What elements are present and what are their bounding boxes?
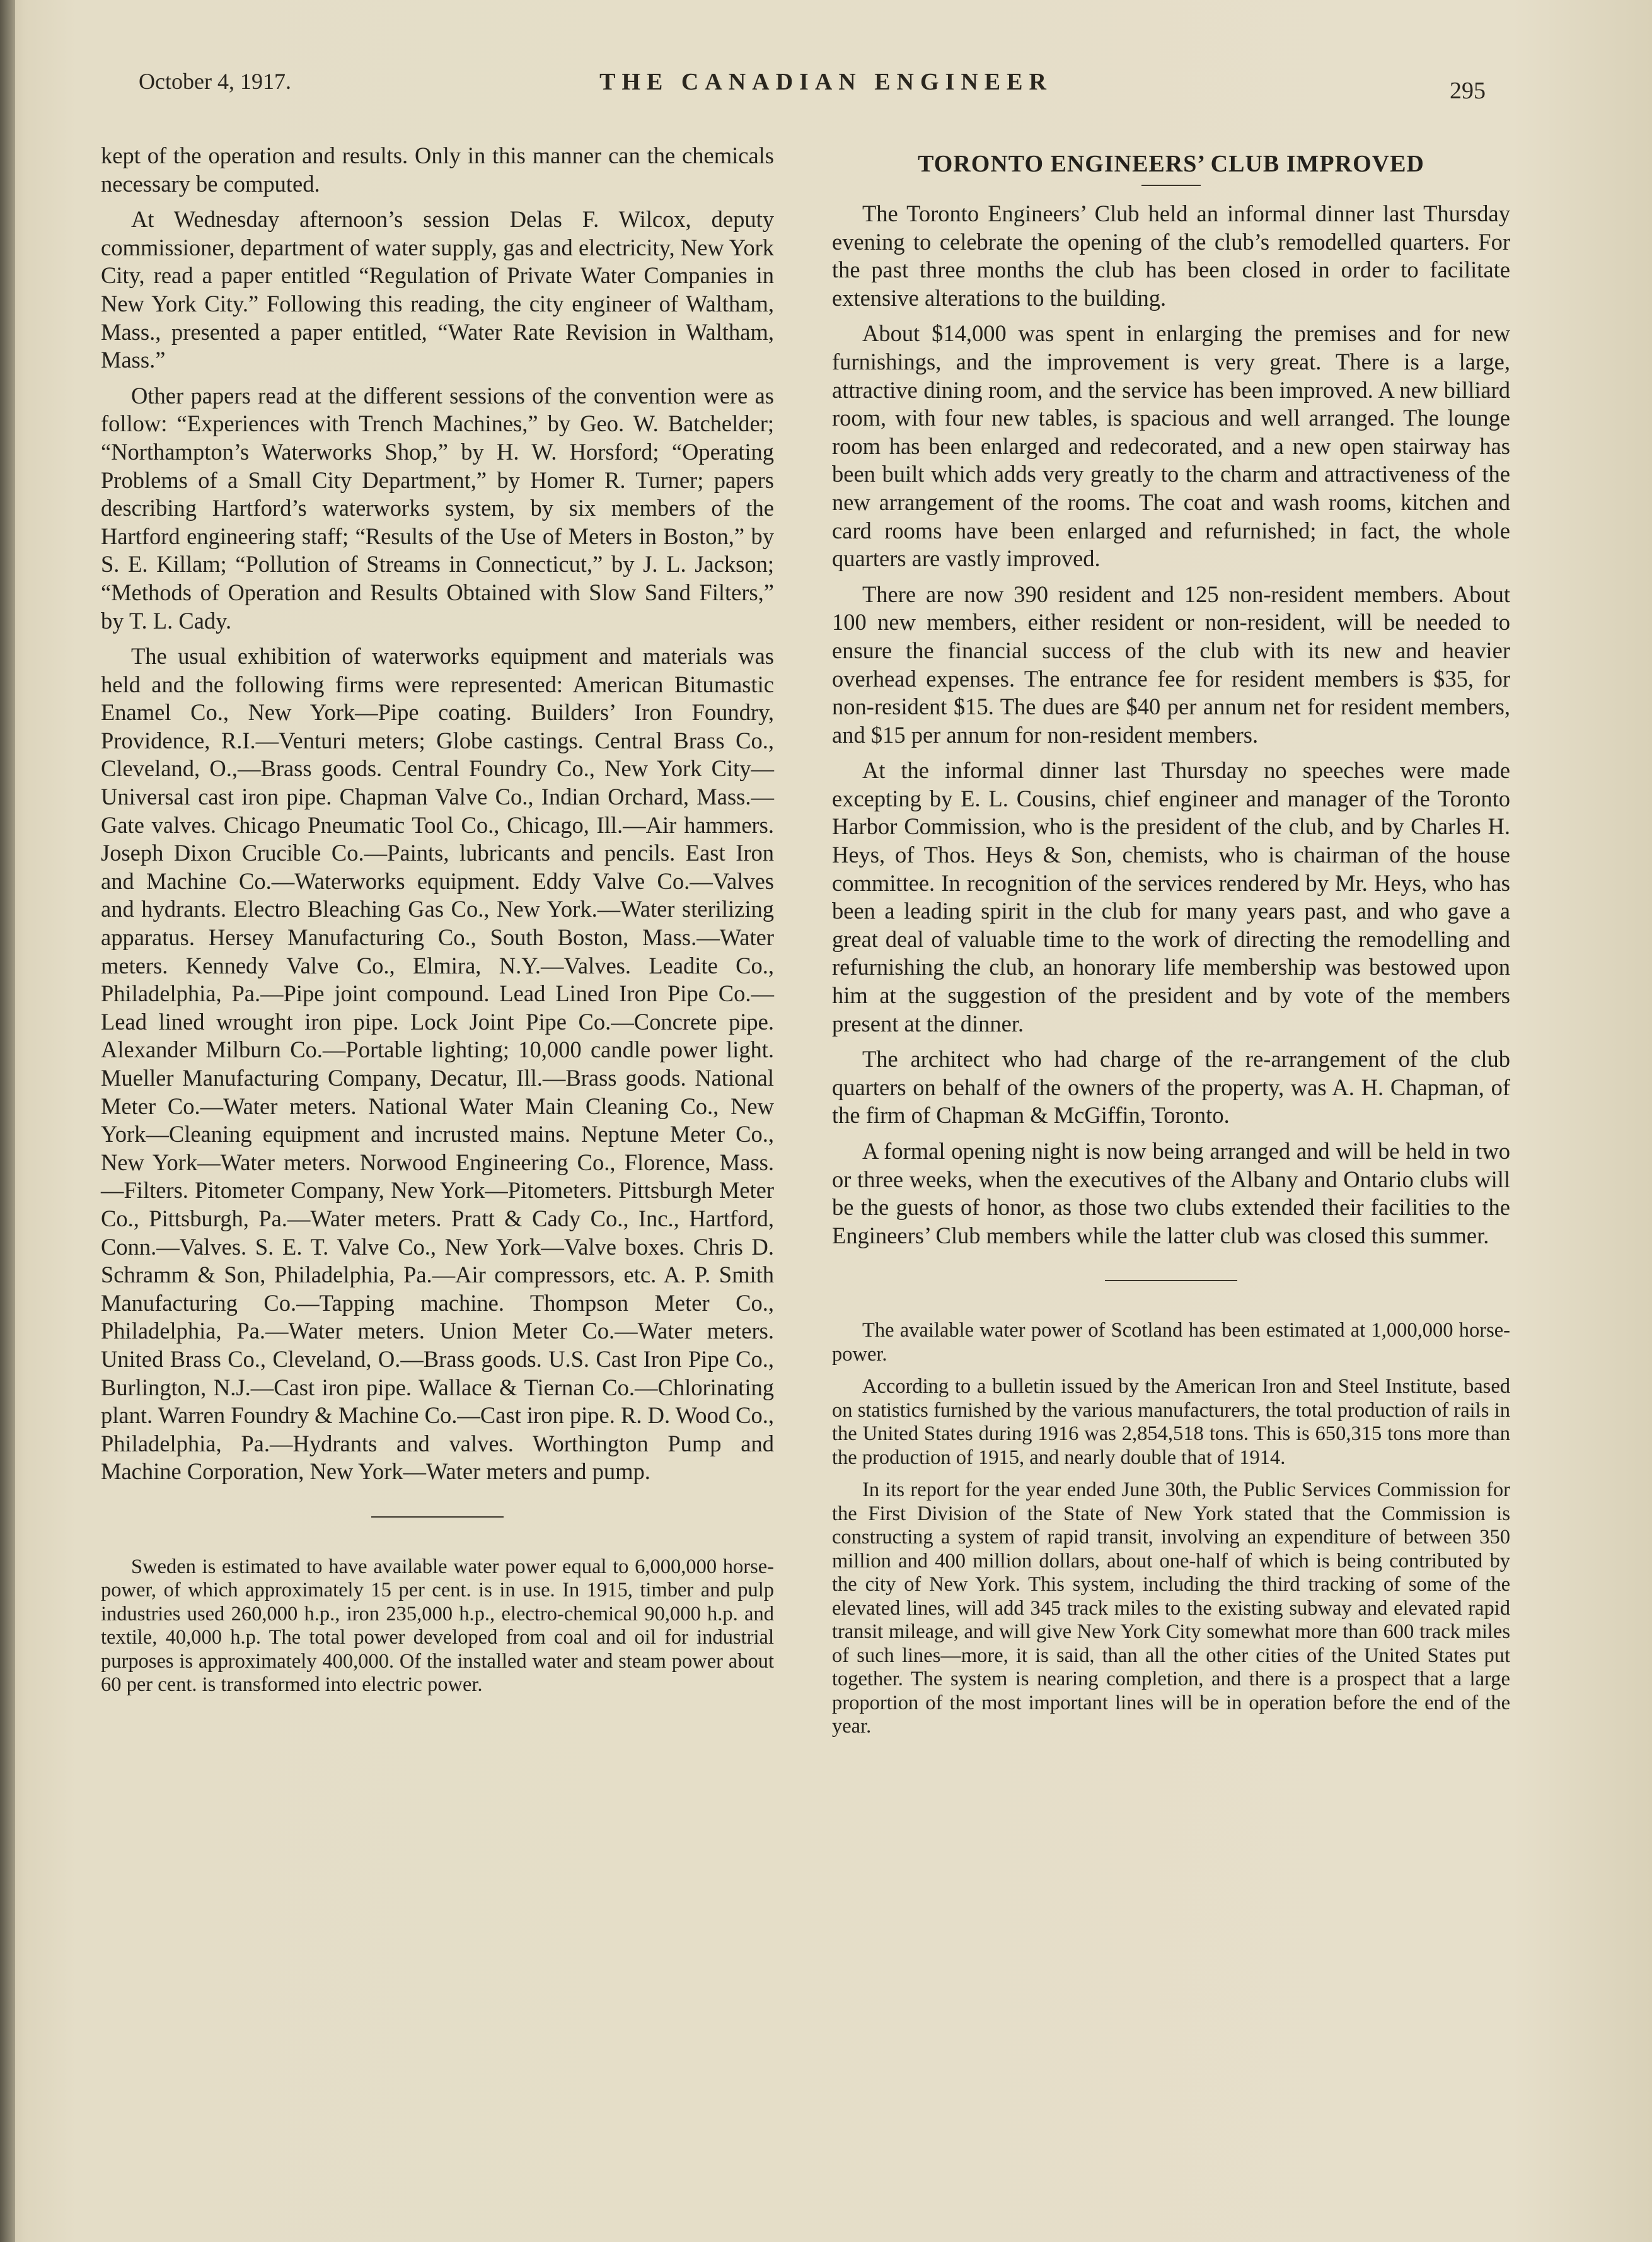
paragraph: According to a bulletin issued by the American Iron and Steel Institute, based on statistics furnished by the various manufacturers, the total production of rails in the United States during 1916 was 2,854,518 tons. This is 650,315 tons more than the production of 1915, and nearly double that of 1914.: [832, 1375, 1510, 1469]
section-divider: [1105, 1280, 1237, 1281]
news-note-sweden: [101, 1555, 774, 1697]
paragraph: kept of the operation and results. Only in this manner can the chemicals necessary be computed.: [101, 142, 774, 197]
paragraph: The usual exhibition of waterworks equipment and materials was held and the following firms were represented: American Bitumastic Enamel Co., New York—Pipe coating. Builders’ Iron Foundry, Providence, R.I.—Venturi meters; Globe castings. Central Brass Co., Cleveland, O.,—Brass goods. Central Foundry Co., New York City—Universal cast iron pipe. Chapman Valve Co., Indian Orchard, Mass.—Gate valves. Chicago Pneumatic Tool Co., Chicago, Ill.—Air hammers. Joseph Dixon Crucible Co.—Paints, lubricants and pencils. East Iron and Machine Co.—Waterworks equipment. Eddy Valve Co.—Valves and hydrants. Electro Bleaching Gas Co., New York.—Water sterilizing apparatus. Hersey Manufacturing Co., South Boston, Mass.—Water meters. Kennedy Valve Co., Elmira, N.Y.—Valves. Leadite Co., Philadelphia, Pa.—Pipe joint compound. Lead Lined Iron Pipe Co.—Lead lined wrought iron pipe. Lock Joint Pipe Co.—Concrete pipe. Alexander Milburn Co.—Portable lighting; 10,000 candle power light. Mueller Manufacturing Company, Decatur, Ill.—Brass goods. National Meter Co.—Water meters. National Water Main Cleaning Co., New York—Cleaning equipment and incrusted mains. Neptune Meter Co., New York—Water meters. Norwood Engineering Co., Florence, Mass.—Filters. Pitometer Company, New York—Pitometers. Pittsburgh Meter Co., Pittsburgh, Pa.—Water meters. Pratt & Cady Co., Inc., Hartford, Conn.—Valves. S. E. T. Valve Co., New York—Valve boxes. Chris D. Schramm & Son, Philadelphia, Pa.—Air compressors, etc. A. P. Smith Manufacturing Co.—Tapping machine. Thompson Meter Co., Philadelphia, Pa.—Water meters. Union Meter Co.—Water meters. United Brass Co., Cleveland, O.—Brass goods. U.S. Cast Iron Pipe Co., Burlington, N.J.—Cast iron pipe. Wallace & Tiernan Co.—Chlorinating plant. Warren Foundry & Machine Co.—Cast iron pipe. R. D. Wood Co., Philadelphia, Pa.—Hydrants and valves. Worthington Pump and Machine Corporation, New York—Water meters and pump.: [101, 643, 774, 1485]
paragraph: There are now 390 resident and 125 non-resident members. About 100 new members, either resident or non-resident, will be needed to ensure the financial success of the club with its new and heavier overhead expenses. The entrance fee for resident members is $35, for non-resident $15. The dues are $40 per annum net for resident members, and $15 per annum for non-resident members.: [832, 581, 1510, 748]
page-number: 295: [1450, 78, 1486, 104]
paragraph: The Toronto Engineers’ Club held an informal dinner last Thursday evening to celebrate the opening of the club’s remodelled quarters. For the past three months the club has been closed in order to facilitate extensive alterations to the building.: [832, 200, 1510, 311]
paragraph: In its report for the year ended June 30th, the Public Services Commission for the First Division of the State of New York stated that the Commission is constructing a system of rapid transit, involving an expenditure of between 350 million and 400 million dollars, about one-half of which is being contributed by the city of New York. This system, including the third tracking of some of the elevated lines, will add 345 track miles to the existing subway and elevated rapid transit mileage, and will give New York City somewhat more than 600 track miles of such lines—more, it is said, than all the other cities of the United States put together. The system is nearing completion, and there is a prospect that a large proportion of the most important lines will be in operation before the end of the year.: [832, 1478, 1510, 1738]
paragraph: Other papers read at the different sessions of the convention were as follow: “Experiences with Trench Machines,” by Geo. W. Batchelder; “Northampton’s Waterworks Shop,” by H. W. Horsford; “Operating Problems of a Small City Department,” by Homer R. Turner; papers describing Hartford’s waterworks system, by six members of the Hartford engineering staff; “Results of the Use of Meters in Boston,” by S. E. Killam; “Pollution of Streams in Connecticut,” by J. L. Jackson; “Methods of Operation and Results Obtained with Slow Sand Filters,” by T. L. Cady.: [101, 382, 774, 634]
paragraph: The available water power of Scotland has been estimated at 1,000,000 horse-power.: [832, 1319, 1510, 1366]
right-column: [832, 142, 1510, 1739]
paragraph: At the informal dinner last Thursday no speeches were made excepting by E. L. Cousins, chief engineer and manager of the Toronto Harbor Commission, who is the president of the club, and by Charles H. Heys, of Thos. Heys & Son, chemists, who is chairman of the house committee. In recognition of the services rendered by Mr. Heys, who has been a leading spirit in the club for many years past, and who gave a great deal of valuable time to the work of directing the remodelling and refurnishing the club, an honorary life membership was bestowed upon him at the suggestion of the president and by vote of the members present at the dinner.: [832, 757, 1510, 1037]
paragraph: The architect who had charge of the re-arrangement of the club quarters on behalf of the owners of the property, was A. H. Chapman, of the firm of Chapman & McGiffin, Toronto.: [832, 1046, 1510, 1129]
paragraph: About $14,000 was spent in enlarging the premises and for new furnishings, and the improvement is very great. There is a large, attractive dining room, and the service has been improved. A new billiard room, with four new tables, is spacious and well arranged. The lounge room has been enlarged and redecorated, and a new open stairway has been built which adds very greatly to the charm and attractiveness of the new arrangement of the rooms. The coat and wash rooms, kitchen and card rooms have been enlarged and refurnished; in fact, the whole quarters are vastly improved.: [832, 320, 1510, 572]
header-date: October 4, 1917.: [139, 69, 291, 94]
journal-title: THE CANADIAN ENGINEER: [599, 69, 1053, 95]
article-title: TORONTO ENGINEERS’ CLUB IMPROVED: [918, 151, 1424, 177]
paragraph: At Wednesday afternoon’s session Delas F. Wilcox, deputy commissioner, department of water supply, gas and electricity, New York City, read a paper entitled “Regulation of Private Water Companies in New York City.” Following this reading, the city engineer of Waltham, Mass., presented a paper entitled, “Water Rate Revision in Waltham, Mass.”: [101, 206, 774, 373]
book-spine-shadow: [0, 0, 15, 2242]
news-notes: [832, 1319, 1510, 1739]
left-column: [101, 142, 774, 1697]
paragraph: Sweden is estimated to have available water power equal to 6,000,000 horse-power, of which approximately 15 per cent. is in use. In 1915, timber and pulp industries used 260,000 h.p., iron 235,000 h.p., electro-chemical 90,000 h.p. and textile, 40,000 h.p. The total power developed from coal and oil for industrial purposes is approximately 400,000. Of the installed water and steam power about 60 per cent. is transformed into electric power.: [101, 1555, 774, 1697]
title-rule: [1141, 185, 1201, 186]
paragraph: A formal opening night is now being arranged and will be held in two or three weeks, when the executives of the Albany and Ontario clubs will be the guests of honor, as those two clubs extended their facilities to the Engineers’ Club members while the latter club was closed this summer.: [832, 1138, 1510, 1248]
section-divider: [371, 1516, 504, 1518]
